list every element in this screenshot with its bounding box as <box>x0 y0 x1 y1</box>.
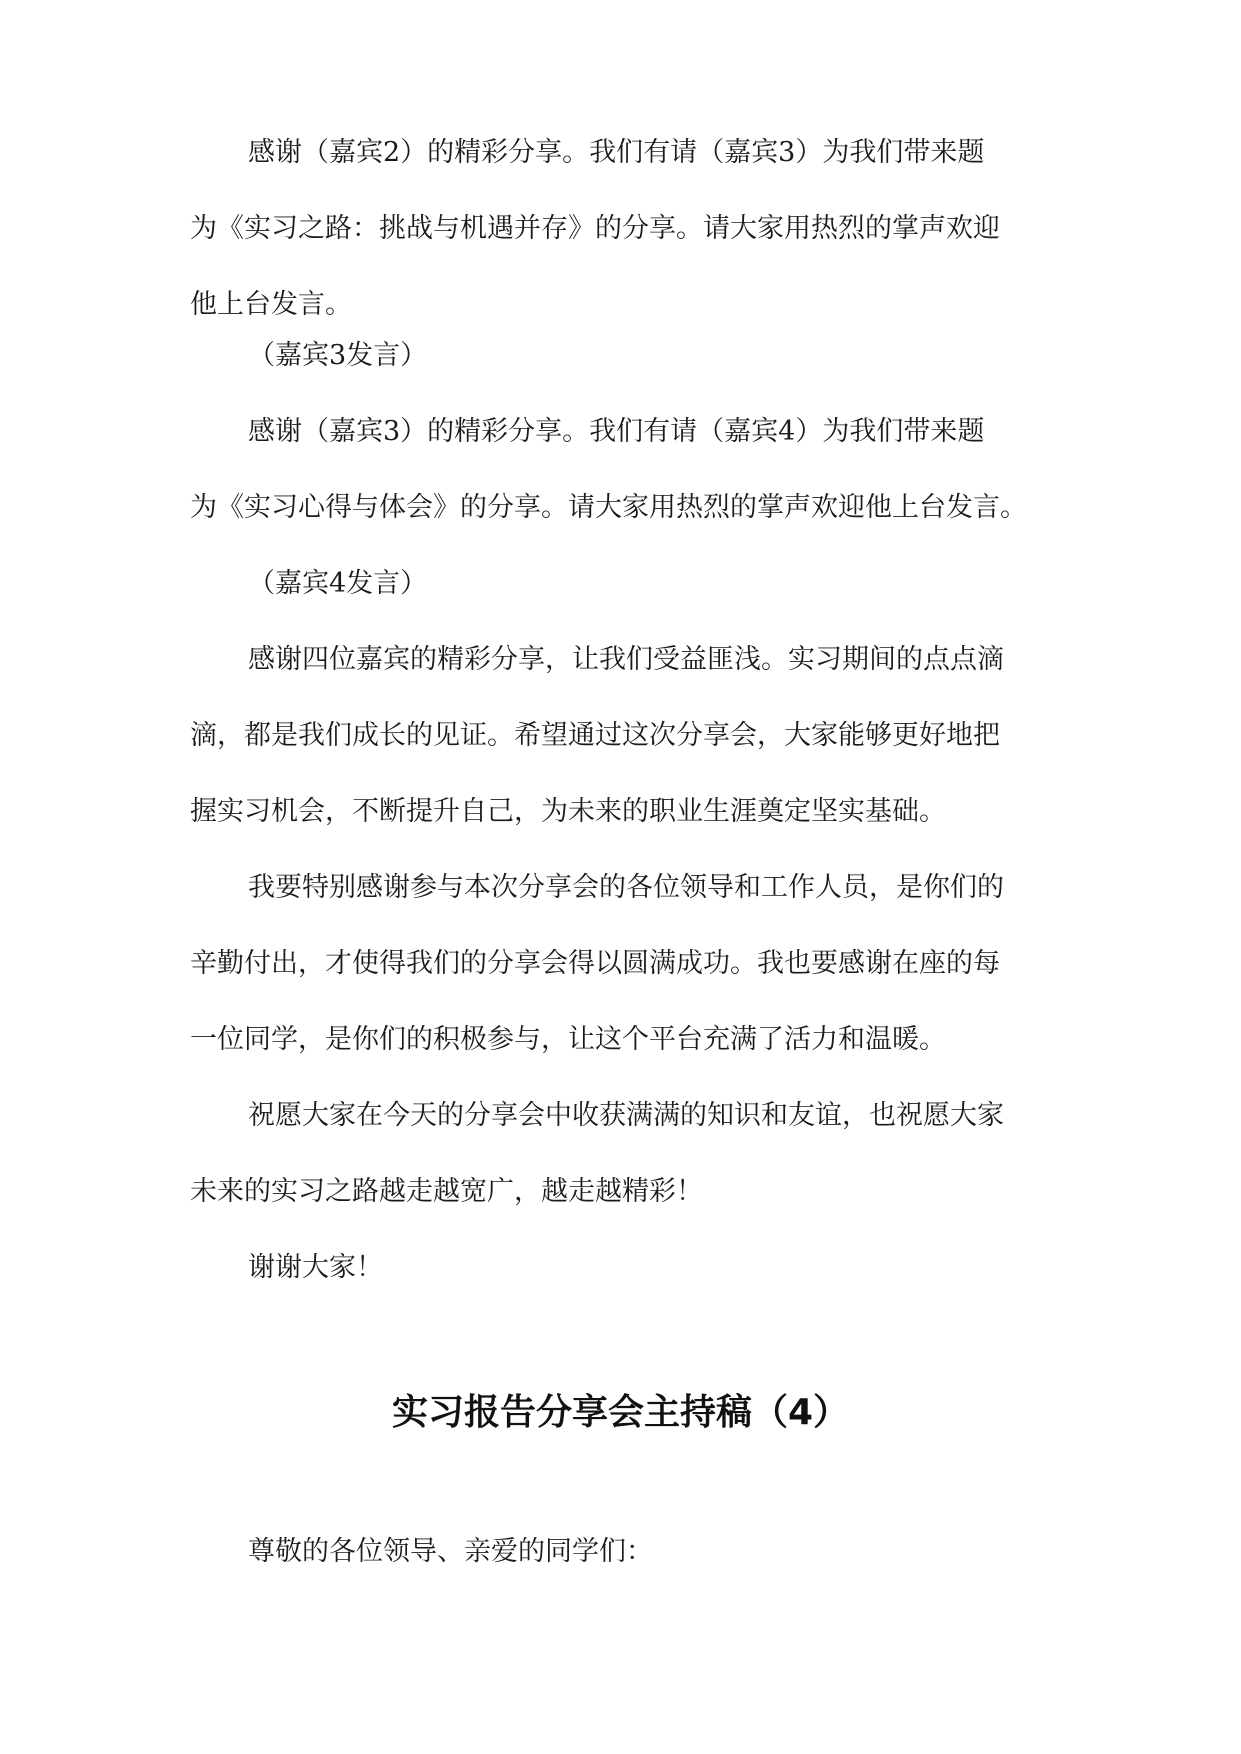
text-line: 感谢（嘉宾2）的精彩分享。我们有请（嘉宾3）为我们带来题 <box>248 137 985 168</box>
text-line: 为《实习之路：挑战与机遇并存》的分享。请大家用热烈的掌声欢迎 <box>190 213 1000 244</box>
text-line: 辛勤付出，才使得我们的分享会得以圆满成功。我也要感谢在座的每 <box>190 948 1000 979</box>
text-line: 祝愿大家在今天的分享会中收获满满的知识和友谊，也祝愿大家 <box>248 1100 1004 1131</box>
paragraph <box>190 115 1070 343</box>
text-line: 未来的实习之路越走越宽广，越走越精彩！ <box>190 1176 703 1207</box>
paragraph <box>190 1230 1070 1306</box>
text-line: 感谢四位嘉宾的精彩分享，让我们受益匪浅。实习期间的点点滴 <box>248 644 1004 675</box>
salutation: 尊敬的各位领导、亲爱的同学们： <box>248 1536 653 1567</box>
paragraph <box>190 394 1070 546</box>
document-heading: 实习报告分享会主持稿（4） <box>391 1392 850 1433</box>
paragraph <box>190 1078 1070 1230</box>
text-line: 我要特别感谢参与本次分享会的各位领导和工作人员，是你们的 <box>248 872 1004 903</box>
text-line: 谢谢大家！ <box>248 1252 383 1283</box>
paragraph <box>190 318 1070 394</box>
paragraph <box>190 622 1070 850</box>
text-line: （嘉宾4发言） <box>248 568 428 599</box>
text-line: （嘉宾3发言） <box>248 340 428 371</box>
text-line: 他上台发言。 <box>190 289 352 320</box>
text-line: 感谢（嘉宾3）的精彩分享。我们有请（嘉宾4）为我们带来题 <box>248 416 985 447</box>
text-line: 握实习机会，不断提升自己，为未来的职业生涯奠定坚实基础。 <box>190 796 946 827</box>
paragraph <box>190 850 1070 1078</box>
salutation-paragraph <box>190 1514 1070 1590</box>
paragraph <box>190 546 1070 622</box>
text-line: 一位同学，是你们的积极参与，让这个平台充满了活力和温暖。 <box>190 1024 946 1055</box>
text-line: 滴，都是我们成长的见证。希望通过这次分享会，大家能够更好地把 <box>190 720 1000 751</box>
text-line: 为《实习心得与体会》的分享。请大家用热烈的掌声欢迎他上台发言。 <box>190 492 1027 523</box>
